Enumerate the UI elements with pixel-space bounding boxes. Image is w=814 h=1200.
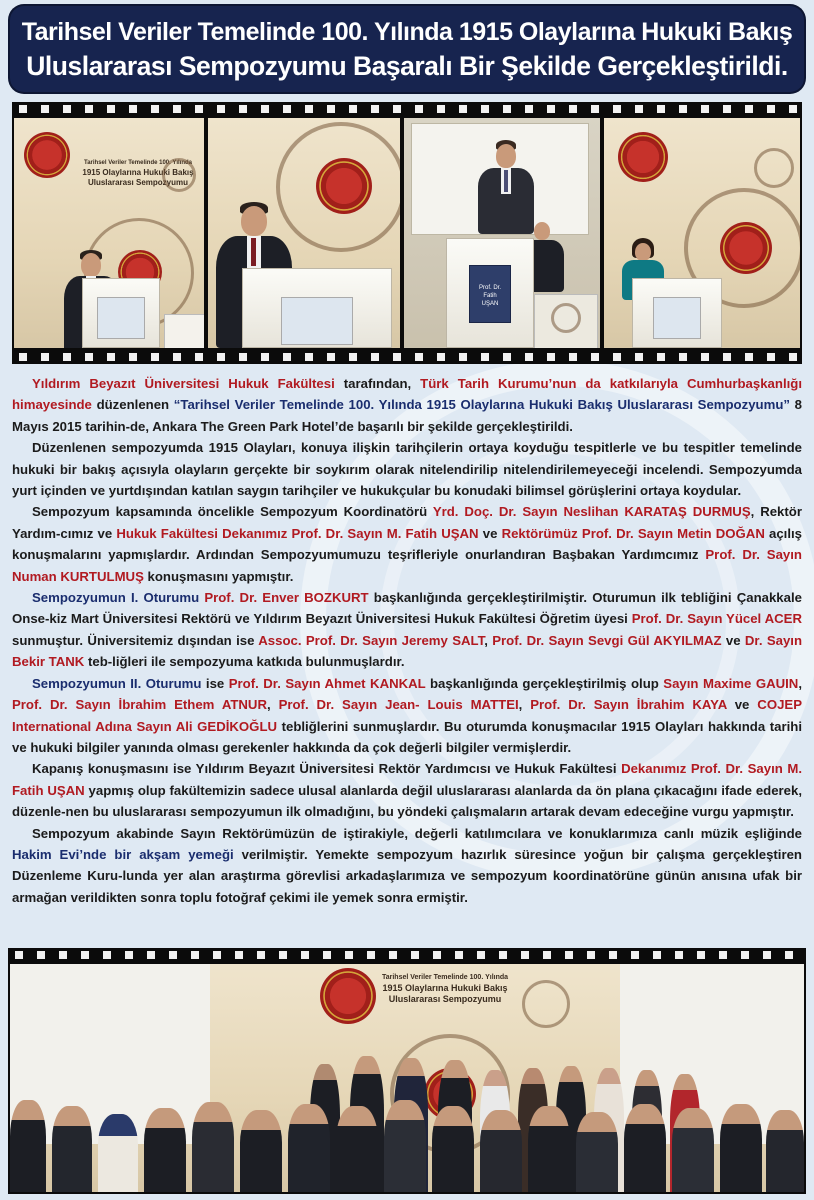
highlight-name: Assoc. Prof. Dr. Sayın Jeremy SALT	[258, 632, 485, 648]
university-logo-icon	[162, 158, 196, 192]
paragraph-text: tarafından,	[334, 376, 421, 391]
paragraph-text: teb-liğleri ile sempozyuma katkıda bulunmuşlardır.	[84, 654, 405, 670]
top-photo-strip	[12, 102, 802, 364]
paragraph-text: Düzenlenen sempozyumda 1915 Olayları, konuya ilişkin tarihçilerin ortaya koyduğu tespitlerle ve bu tespitler temelinde hukuki bir bakış açısıyla olayların gerçekte bir soykırım olarak nitelendirilip nitelendirilemeyeceği incelendi. Sempozyumda yurt içinden ve yurtdışından katılan saygın tarihçiler ve hukukçular bu konudaki bilimsel görüşlerini ortaya koydular.	[12, 440, 802, 499]
university-seal-icon	[720, 222, 772, 274]
highlight-name: Prof. Dr. Sayın İbrahim Ethem ATNUR	[12, 697, 267, 713]
bottom-photo-strip	[8, 948, 806, 1194]
paragraph-dinner	[12, 823, 802, 909]
group-front-row	[10, 1094, 804, 1192]
highlight-name: Yıldırım Beyazıt Üniversitesi Hukuk Fakültesi	[32, 376, 335, 391]
film-perforation-bottom	[12, 350, 802, 364]
paragraph-text: yapmış olup fakültemizin sadece ulusal alanlarda değil uluslararası alanlarda da ön plana çıkacağını ifade ederek, düzenle-nen bu uluslararası sempozyumun ilk olmadığını, bu yöndeki çalışmaların artarak devam edeceğine vurgu yapmıştır.	[12, 782, 803, 820]
highlight-name: Yrd. Doç. Dr. Sayın Neslihan KARATAŞ DURMUŞ	[432, 504, 751, 520]
highlight-title: “Tarihsel Veriler Temelinde 100. Yılında 1915 Olaylarına Hukuki Bakış Uluslararası Sempozyumu”	[173, 397, 790, 413]
highlight-name: Prof. Dr. Sayın Jean- Louis MATTEI	[278, 697, 519, 713]
paragraph-text: ,	[518, 697, 531, 713]
university-logo-icon	[551, 303, 581, 333]
highlight-name: Rektörümüz Prof. Dr. Sayın Metin DOĞAN	[501, 525, 765, 541]
highlight-name: Dekanımız Prof. Dr. Sayın M. Fatih UŞAN	[12, 761, 802, 798]
highlight-name: Dr. Sayın Bekir TANK	[12, 632, 803, 670]
highlight-name: Prof. Dr. Sayın Numan KURTULMUŞ	[12, 547, 802, 584]
highlight-title: Hakim Evi’nde bir akşam yemeği	[12, 846, 234, 862]
page-title-line-2: Uluslararası Sempozyumu Başaralı Bir Şekilde Gerçekleştirildi.	[26, 51, 788, 81]
highlight-name: Prof. Dr. Enver BOZKURT	[204, 590, 369, 606]
presidential-seal-icon	[24, 132, 70, 178]
paragraph-text: ,	[267, 697, 279, 713]
paragraph-text: verilmiştir. Yemekte sempozyum hazırlık süresince yoğun bir çalışma gerçekleştiren Düzenleme Kuru-lunda yer alan araştırma görevlisi arkadaşlarımıza ve sempozyum koordinatörüne günün anısına ufak bir armağan verildikten sonra toplu fotoğraf çekimi ile yemek sonra ermiştir.	[12, 846, 802, 905]
photo-speaker-2	[208, 118, 400, 348]
backdrop-caption-line-3: Uluslararası Sempozyumu	[388, 994, 502, 1004]
paragraph-text: ,	[798, 675, 802, 691]
lectern-badge	[97, 297, 145, 339]
paragraph-text: ise	[201, 675, 229, 691]
lectern	[242, 268, 392, 348]
paragraph-text: Sempozyum kapsamında öncelikle Sempozyum Koordinatörü	[32, 504, 433, 520]
side-table	[534, 294, 598, 348]
paragraph-text: başkanlığında gerçekleştirilmiştir. Oturumun ilk tebliğini Çanakkale Onse-kiz Mart Üniversitesi Rektörü ve Yıldırım Beyazıt Üniversitesi Hukuk Fakültesi Öğretim üyesi	[12, 590, 802, 627]
backdrop-caption	[370, 972, 520, 1005]
paragraph-text: Sempozyum akabinde Sayın Rektörümüzün de iştirakiyle, değerli katılımcılara ve konuklarımıza canlı müzik eşliğinde	[32, 825, 802, 841]
highlight-name: Sayın Maxime GAUIN	[663, 675, 799, 691]
lectern	[446, 238, 534, 348]
lectern-badge	[653, 297, 701, 339]
page-title-line-1: Tarihsel Veriler Temelinde 100. Yılında 1915 Olaylarına Hukuki Bakış	[21, 18, 793, 46]
paragraph-text: ,	[484, 632, 493, 648]
paragraph-text: tebliğlerini sunmuşlardır. Bu oturumda konuşmacılar 1915 Olayları hakkında tarihi ve hukuki bilgiler yanında olması gerekenler hakkında da çok değerli bilgiler vermişlerdir.	[12, 718, 802, 755]
university-logo-icon	[754, 148, 794, 188]
presidential-seal-icon	[320, 968, 376, 1024]
photo-speaker-3	[404, 118, 600, 348]
highlight-title: Sempozyumun I. Oturumu	[32, 590, 200, 606]
photo-speaker-4	[604, 118, 800, 348]
lectern	[82, 278, 160, 348]
highlight-name: Türk Tarih Kurumu’nun da katkılarıyla Cumhurbaşkanlığı himayesinde	[12, 376, 802, 413]
film-perforation-top	[8, 948, 806, 962]
paragraph-text: ve	[478, 525, 502, 541]
group-photo	[10, 964, 804, 1192]
highlight-name: COJEP International Adına Sayın Ali GEDİKOĞLU	[12, 697, 803, 734]
backdrop-caption-line-3: Uluslararası Sempozyumu	[87, 178, 189, 187]
highlight-name: Prof. Dr. Sayın İbrahim KAYA	[530, 697, 727, 713]
paragraph-text: 8 Mayıs 2015 tarihin-de, Ankara The Green Park Hotel’de başarılı bir şekilde gerçekleştirildi.	[12, 397, 802, 434]
name-plate-line-2: Fatih	[483, 293, 497, 299]
paragraph-closing	[12, 758, 802, 822]
highlight-name: Hukuk Fakültesi Dekanımız Prof. Dr. Sayın M. Fatih UŞAN	[116, 525, 479, 541]
university-seal-icon	[316, 158, 372, 214]
name-plate	[469, 265, 511, 323]
paragraph-text: başkanlığında gerçekleştirilmiş olup	[425, 675, 664, 691]
paragraph-scope	[12, 437, 802, 501]
film-perforation-top	[12, 102, 802, 116]
title-banner	[10, 6, 804, 92]
highlight-name: Prof. Dr. Sayın Sevgi Gül AKYILMAZ	[492, 632, 722, 648]
paragraph-text: , Rektör Yardım-cımız ve	[12, 504, 802, 541]
backdrop-caption-line-2: 1915 Olaylarına Hukuki Bakış	[382, 983, 508, 993]
name-plate-line-3: UŞAN	[481, 301, 499, 307]
paragraph-text: açılış konuşmalarını yapmışlardır. Ardından Sempozyumumuzu teşrifleriyle onurlandıran Başbakan Yardımcımız	[12, 525, 803, 563]
paragraph-text: sunmuştur. Üniversitemiz dışından ise	[12, 632, 259, 648]
paragraph-text: konuşmasını yapmıştır.	[143, 568, 294, 584]
backdrop-caption-line-2: 1915 Olaylarına Hukuki Bakış	[82, 168, 194, 177]
backdrop-caption-line-1: Tarihsel Veriler Temelinde 100. Yılında	[83, 160, 193, 166]
side-table	[164, 314, 204, 348]
paragraph-session-1	[12, 587, 802, 673]
presidential-seal-icon	[618, 132, 668, 182]
highlight-name: Prof. Dr. Sayın Ahmet KANKAL	[228, 675, 426, 691]
university-logo-icon	[522, 980, 570, 1028]
lectern-badge	[281, 297, 353, 345]
paragraph-text: ve	[721, 632, 745, 648]
paragraph-text: düzenlenen	[91, 397, 174, 413]
name-plate-line-1: Prof. Dr.	[478, 285, 501, 291]
backdrop-caption-line-1: Tarihsel Veriler Temelinde 100. Yılında	[381, 974, 509, 981]
paragraph-intro	[12, 373, 802, 437]
paragraph-text: ve	[726, 697, 758, 713]
photo-speaker-1	[14, 118, 204, 348]
projection-screen	[412, 124, 588, 234]
paragraph-session-2	[12, 673, 802, 759]
paragraph-text: Kapanış konuşmasını ise Yıldırım Beyazıt Üniversitesi Rektör Yardımcısı ve Hukuk Fakültesi	[32, 761, 622, 777]
paragraph-opening-speeches	[12, 501, 802, 587]
highlight-name: Prof. Dr. Sayın Yücel ACER	[631, 611, 803, 627]
highlight-title: Sempozyumun II. Oturumu	[32, 675, 202, 691]
lectern	[632, 278, 722, 348]
article-body	[12, 373, 802, 908]
projected-speaker-figure	[478, 140, 534, 234]
